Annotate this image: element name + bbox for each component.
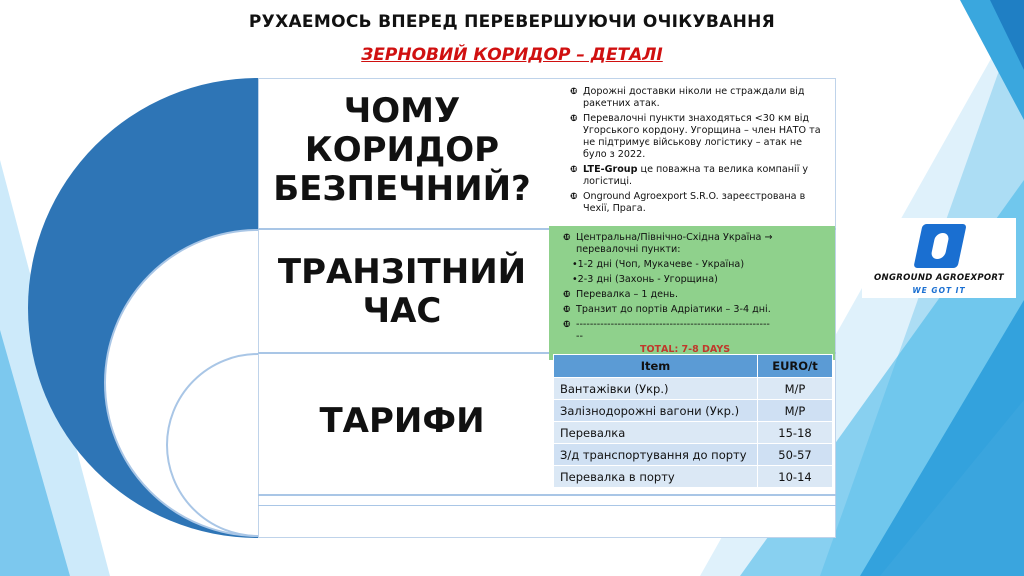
list-item: ❿ Onground Agroexport S.R.O. зареєстрована в Чехії, Прага. <box>570 191 806 214</box>
list-item: ❿ Центральна/Північно-Східна Україна → перевалочні пункти: <box>563 232 773 255</box>
logo-company-name: ONGROUND AGROEXPORT <box>874 273 1004 283</box>
table-row <box>554 400 833 422</box>
heading-why-safe: ЧОМУ КОРИДОР БЕЗПЕЧНИЙ? <box>273 91 531 209</box>
logo-tagline: WE GOT IT <box>912 286 966 295</box>
table-cell: Перевалка <box>554 422 758 444</box>
heading-transit-time: ТРАНЗІТНИЙ ЧАС <box>277 252 527 331</box>
list-item: ❿ Перевалка – 1 день. <box>563 289 679 300</box>
section-divider <box>258 505 836 506</box>
table-cell: М/Р <box>758 378 833 400</box>
transit-total: ТОТАL: 7-8 DAYS <box>640 344 731 355</box>
table-cell: 50-57 <box>758 444 833 466</box>
table-cell: Перевалка в порту <box>554 466 758 488</box>
company-logo <box>862 218 1016 298</box>
heading-tariffs: ТАРИФИ <box>319 401 485 441</box>
table-cell: Залізнодорожні вагони (Укр.) <box>554 400 758 422</box>
bullet-icon: ❿ <box>570 192 578 202</box>
table-row <box>554 422 833 444</box>
transit-bullets <box>563 232 821 346</box>
list-item: ❿ -------------------------------------------------------- <box>563 319 770 330</box>
bullet-icon: ❿ <box>570 87 578 97</box>
o-letter-icon <box>862 218 1016 274</box>
list-item: -- <box>576 331 583 342</box>
bullet-icon: ❿ <box>563 320 571 330</box>
table-cell: З/д транспортування до порту <box>554 444 758 466</box>
transit-panel <box>549 226 835 360</box>
bullet-icon: ❿ <box>563 305 571 315</box>
list-item: •1-2 дні (Чоп, Мукачеве - Україна) <box>572 259 745 270</box>
list-item: ❿ Дорожні доставки ніколи не страждали від ракетних атак. <box>570 86 805 109</box>
section-divider <box>258 494 836 496</box>
page-title: РУХАЕМОСЬ ВПЕРЕД ПЕРЕВЕРШУЮЧИ ОЧІКУВАННЯ <box>248 12 776 32</box>
bullet-icon: ❿ <box>570 114 578 124</box>
bullet-icon: ❿ <box>563 290 571 300</box>
table-row <box>554 378 833 400</box>
table-cell: 10-14 <box>758 466 833 488</box>
list-item: ❿ Перевалочні пункти знаходяться <30 км від Угорського кордону. Угорщина – член НАТО та не підтримує військову логістику – атак не було з 2022. <box>570 113 821 160</box>
page-subtitle: ЗЕРНОВИЙ КОРИДОР – ДЕТАЛІ <box>361 45 663 65</box>
table-cell: Вантажівки (Укр.) <box>554 378 758 400</box>
table-cell: 15-18 <box>758 422 833 444</box>
table-header-row <box>554 355 833 378</box>
table-header-price: EURO/t <box>758 355 833 378</box>
table-row <box>554 466 833 488</box>
list-item: ❿ LTE-Group це поважна та велика компанії у логістиці. <box>570 164 809 187</box>
why-safe-bullets <box>570 86 822 218</box>
table-cell: М/Р <box>758 400 833 422</box>
list-item: •2-3 дні (Захонь - Угорщина) <box>572 274 718 285</box>
list-item: ❿ Транзит до портів Адріатики – 3-4 дні. <box>563 304 771 315</box>
bullet-icon: ❿ <box>570 165 578 175</box>
tariffs-table <box>553 354 833 488</box>
table-header-item: Item <box>554 355 758 378</box>
table-row <box>554 444 833 466</box>
bullet-icon: ❿ <box>563 233 571 243</box>
